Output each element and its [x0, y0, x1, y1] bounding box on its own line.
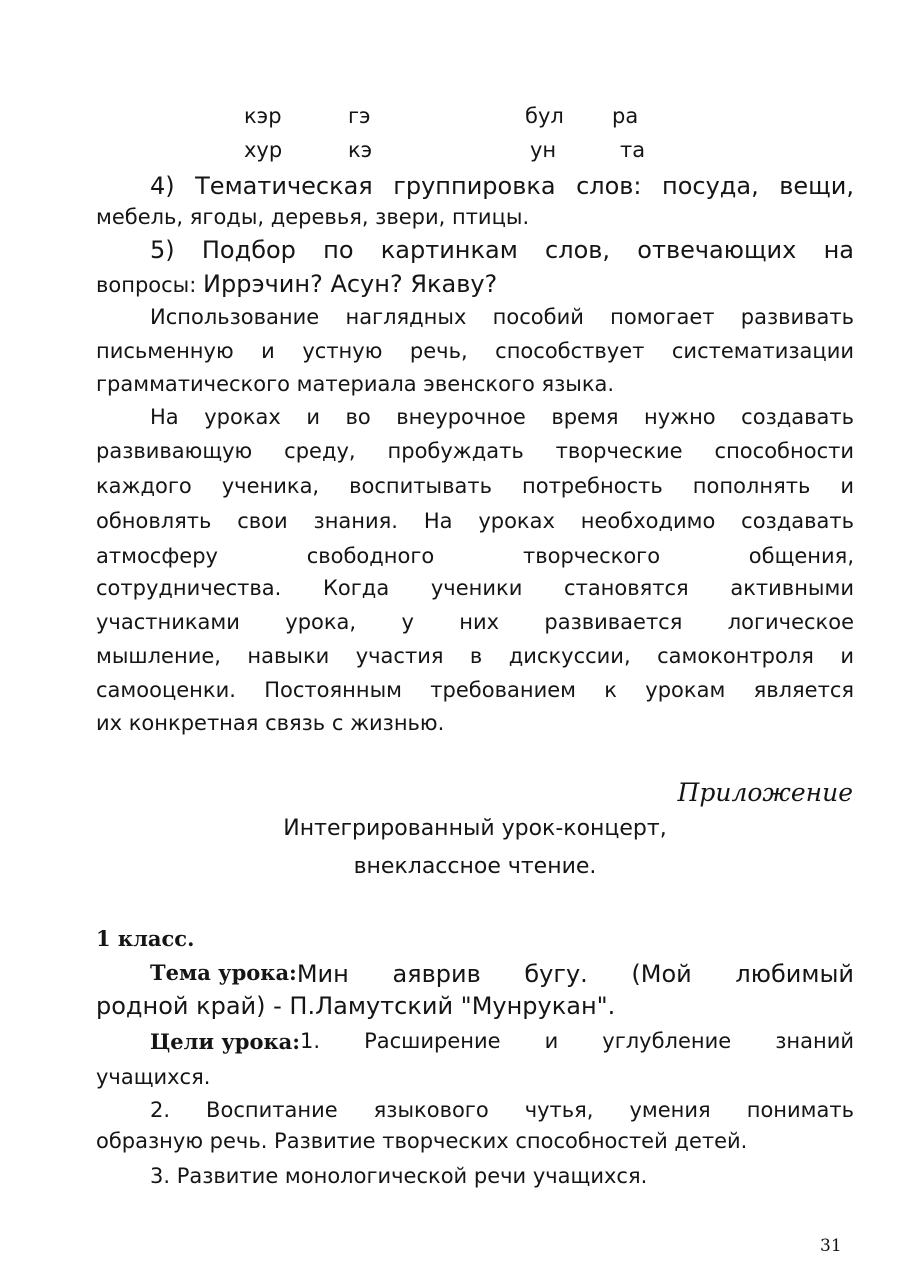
syllable: хур — [244, 138, 283, 162]
list-item-5-line-2 — [96, 272, 854, 296]
appendix-title-line-2: внеклассное чтение. — [353, 854, 597, 879]
syllable: кэр — [244, 104, 282, 128]
goals-line-2: учащихся. — [96, 1065, 211, 1089]
paragraph-2-line: каждого ученика, воспитывать потребность пополнять и — [96, 474, 854, 498]
syllable: ун — [530, 138, 557, 162]
paragraph-2-line: мышление, навыки участия в дискуссии, самоконтроля и — [96, 644, 854, 668]
list-item-4-line-2: мебель, ягоды, деревья, звери, птицы. — [96, 205, 530, 229]
grade-heading: 1 класс. — [96, 926, 195, 951]
paragraph-2-line: сотрудничества. Когда ученики становятся активными — [96, 576, 854, 600]
paragraph-2-line: обновлять свои знания. На уроках необходимо создавать — [96, 509, 854, 533]
syllable: та — [620, 138, 646, 162]
page-number: 31 — [820, 1236, 842, 1256]
paragraph-2-line: участниками урока, у них развивается логическое — [96, 610, 854, 634]
goal-2-line-2: образную речь. Развитие творческих способностей детей. — [96, 1129, 748, 1153]
topic-label: Тема урока: — [150, 960, 297, 985]
syllable: кэ — [348, 138, 373, 162]
appendix-label: Приложение — [677, 778, 853, 807]
paragraph-1-line: грамматического материала эвенского языка. — [96, 372, 615, 396]
paragraph-2-line: развивающую среду, пробуждать творческие способности — [96, 439, 854, 463]
goals-label: Цели урока: — [150, 1029, 301, 1054]
list-item-5-line-1: 5) Подбор по картинкам слов, отвечающих на — [150, 236, 854, 264]
topic-text: Мин аяврив бугу. (Мой любимый — [296, 960, 854, 988]
appendix-title-line-1: Интегрированный урок-концерт, — [283, 816, 667, 841]
goal-2-line-1: 2. Воспитание языкового чутья, умения понимать — [150, 1098, 854, 1122]
paragraph-2-line: атмосферу свободного творческого общения, — [96, 544, 854, 568]
goals-text: 1. Расширение и углубление знаний — [300, 1029, 854, 1053]
syllable: гэ — [348, 104, 371, 128]
goals-line-1 — [150, 1031, 854, 1052]
topic-line-2: родной край) - П.Ламутский "Мунрукан". — [96, 992, 616, 1020]
goal-3-line: 3. Развитие монологической речи учащихся. — [150, 1164, 648, 1188]
syllable: ра — [612, 104, 639, 128]
list-item-4-line-1: 4) Тематическая группировка слов: посуда, вещи, — [150, 172, 854, 200]
paragraph-1-line: письменную и устную речь, способствует систематизации — [96, 339, 854, 363]
paragraph-2-line: их конкретная связь с жизнью. — [96, 711, 445, 735]
paragraph-2-line: самооценки. Постоянным требованием к урокам является — [96, 678, 854, 702]
list-item-5-prefix: вопросы: — [96, 273, 204, 297]
paragraph-1-line: Использование наглядных пособий помогает развивать — [150, 305, 854, 329]
question-words: Иррэчин? Асун? Якаву? — [203, 270, 498, 298]
syllable: бул — [525, 104, 564, 128]
topic-line-1 — [150, 962, 854, 986]
paragraph-2-line: На уроках и во внеурочное время нужно создавать — [150, 405, 854, 429]
